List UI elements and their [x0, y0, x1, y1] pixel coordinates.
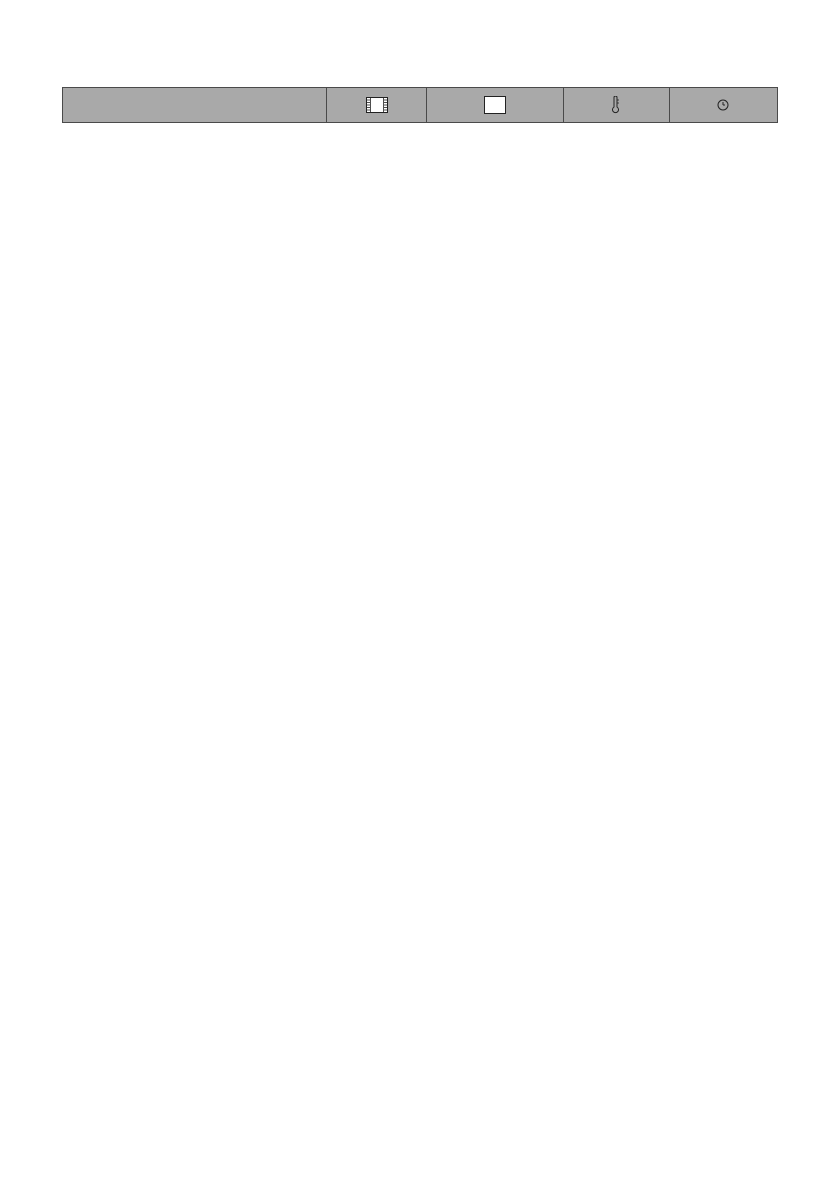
table-header — [62, 87, 778, 123]
thermometer-icon — [611, 96, 620, 114]
clock-icon — [717, 99, 729, 111]
oven-function-icon — [484, 96, 506, 114]
header-food-cell — [62, 88, 326, 122]
header-time-cell — [669, 88, 778, 122]
shelf-level-icon — [366, 97, 388, 113]
header-shelf-cell — [326, 88, 426, 122]
header-temperature-cell — [563, 88, 669, 122]
header-function-cell — [426, 88, 563, 122]
